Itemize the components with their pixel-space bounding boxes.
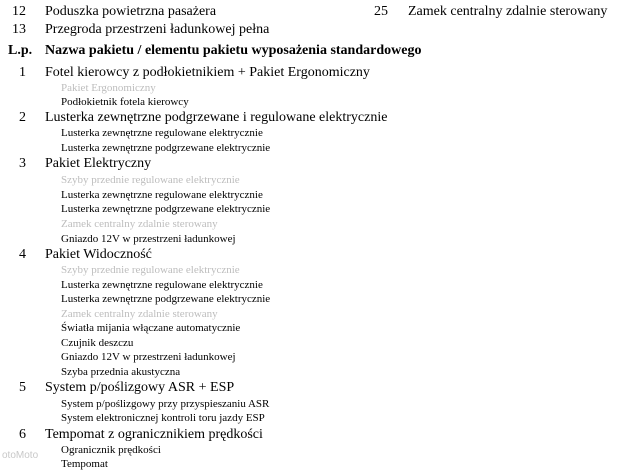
- column-header-lp: L.p.: [8, 43, 33, 58]
- package-item: Lusterka zewnętrzne podgrzewane elektrycznie: [61, 293, 271, 305]
- package-number: 6: [19, 427, 26, 442]
- column-header-name: Nazwa pakietu / elementu pakietu wyposażenia standardowego: [45, 43, 422, 58]
- package-item: Szyba przednia akustyczna: [61, 366, 181, 378]
- item-text: Zamek centralny zdalnie sterowany: [408, 4, 608, 19]
- package-item: System p/poślizgowy przy przyspieszaniu ASR: [61, 398, 270, 410]
- watermark: otoMoto: [2, 450, 39, 461]
- package-number: 1: [19, 65, 26, 80]
- package-item: Zamek centralny zdalnie sterowany: [61, 308, 218, 320]
- package-item: Podłokietnik fotela kierowcy: [61, 96, 189, 108]
- item-text: Przegroda przestrzeni ładunkowej pełna: [45, 22, 270, 37]
- package-name: Pakiet Elektryczny: [45, 156, 152, 171]
- package-item: Lusterka zewnętrzne podgrzewane elektrycznie: [61, 142, 271, 154]
- package-number: 4: [19, 247, 26, 262]
- package-name: System p/poślizgowy ASR + ESP: [45, 380, 235, 395]
- package-name: Fotel kierowcy z podłokietnikiem + Pakiet Ergonomiczny: [45, 65, 370, 80]
- package-item: Gniazdo 12V w przestrzeni ładunkowej: [61, 233, 236, 245]
- package-name: Tempomat z ogranicznikiem prędkości: [45, 427, 263, 442]
- package-item: Ogranicznik prędkości: [61, 444, 161, 456]
- package-item: Tempomat: [61, 458, 108, 470]
- package-name: Pakiet Widoczność: [45, 247, 152, 262]
- package-item: Szyby przednie regulowane elektrycznie: [61, 174, 240, 186]
- package-number: 2: [19, 110, 26, 125]
- package-name: Lusterka zewnętrzne podgrzewane i regulowane elektrycznie: [45, 110, 388, 125]
- package-item: Lusterka zewnętrzne regulowane elektrycznie: [61, 189, 263, 201]
- package-item: Lusterka zewnętrzne regulowane elektrycznie: [61, 279, 263, 291]
- item-number: 25: [374, 4, 388, 19]
- package-item: Lusterka zewnętrzne podgrzewane elektrycznie: [61, 203, 271, 215]
- package-item: Szyby przednie regulowane elektrycznie: [61, 264, 240, 276]
- package-item: Zamek centralny zdalnie sterowany: [61, 218, 218, 230]
- package-item: Gniazdo 12V w przestrzeni ładunkowej: [61, 351, 236, 363]
- package-item: Lusterka zewnętrzne regulowane elektrycznie: [61, 127, 263, 139]
- package-item: Światła mijania włączane automatycznie: [61, 322, 241, 334]
- item-text: Poduszka powietrzna pasażera: [45, 4, 217, 19]
- package-item: System elektronicznej kontroli toru jazdy ESP: [61, 412, 265, 424]
- package-number: 3: [19, 156, 26, 171]
- package-item: Pakiet Ergonomiczny: [61, 82, 156, 94]
- item-number: 13: [12, 22, 26, 37]
- package-number: 5: [19, 380, 26, 395]
- package-item: Czujnik deszczu: [61, 337, 134, 349]
- item-number: 12: [12, 4, 26, 19]
